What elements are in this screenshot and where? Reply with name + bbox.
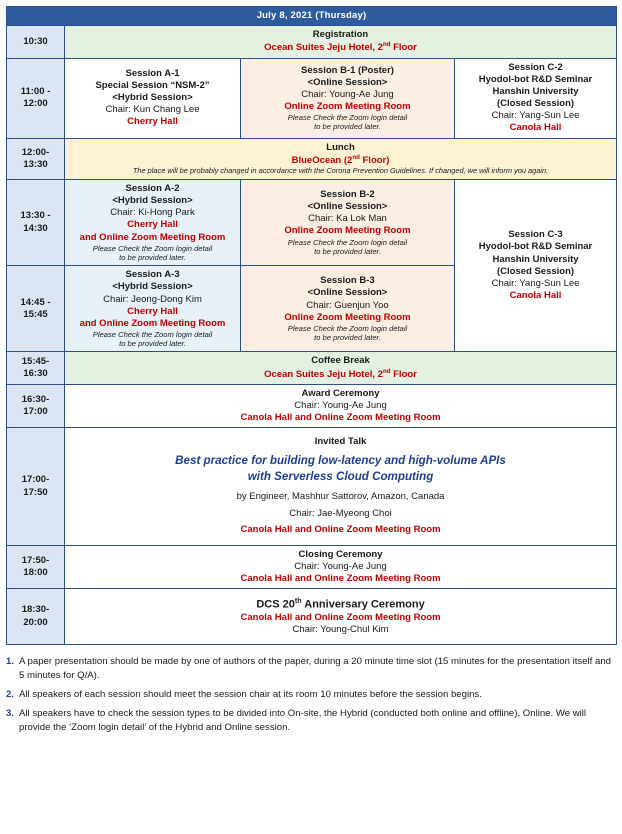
anniversary-title: DCS 20th Anniversary Ceremony bbox=[256, 597, 425, 611]
closing-ceremony-cell bbox=[65, 545, 617, 588]
time-slot: 17:50- 18:00 bbox=[7, 545, 65, 588]
session-b1-note-2: to be provided later. bbox=[314, 122, 381, 132]
session-a3-type: <Hybrid Session> bbox=[112, 281, 193, 293]
session-b2-note-2: to be provided later. bbox=[314, 246, 381, 256]
session-a3-venue: Cherry Hall bbox=[127, 305, 178, 317]
time-slot: 13:30 - 14:30 bbox=[7, 179, 65, 265]
session-b2-title: Session B-2 bbox=[320, 188, 375, 200]
table-row bbox=[7, 589, 617, 645]
lunch-note: The place will be probably changed in accordance with the Corona Prevention Guidelines. If changed, we will inform you again. bbox=[132, 166, 549, 176]
session-a3-title: Session A-3 bbox=[125, 269, 180, 281]
closing-ceremony-venue: Canola Hall and Online Zoom Meeting Room bbox=[240, 572, 441, 584]
notes-list bbox=[6, 655, 616, 748]
lunch-cell bbox=[65, 138, 617, 179]
note-text: All speakers have to check the session types to be divided into On-site, the Hybrid (conducted both online and offline), Online. We will provide the ‘Zoom login detail’ of the Hybrid and Online session. bbox=[19, 707, 587, 733]
time-slot: 16:30- 17:00 bbox=[7, 384, 65, 427]
invited-talk-chair: Chair: Jae-Myeong Choi bbox=[289, 508, 392, 520]
invited-talk-title-line-1: Best practice for building low-latency and high-volume APIs bbox=[175, 453, 506, 467]
time-slot: 10:30 bbox=[7, 26, 65, 58]
time-slot: 14:45 - 15:45 bbox=[7, 266, 65, 352]
table-row bbox=[7, 138, 617, 179]
session-a1-cell bbox=[65, 58, 241, 138]
session-a2-venue: Cherry Hall bbox=[127, 219, 178, 231]
invited-talk-cell bbox=[65, 428, 617, 545]
session-a1-chair: Chair: Kun Chang Lee bbox=[105, 104, 200, 116]
session-b3-note-1: Please Check the Zoom login detail bbox=[287, 323, 408, 333]
session-b3-chair: Chair: Guenjun Yoo bbox=[306, 299, 389, 311]
session-a2-note-1: Please Check the Zoom login detail bbox=[92, 243, 213, 253]
session-b1-note-1: Please Check the Zoom login detail bbox=[287, 113, 408, 123]
anniversary-venue: Canola Hall and Online Zoom Meeting Room bbox=[240, 611, 441, 623]
session-a3-note-2: to be provided later. bbox=[119, 339, 186, 349]
award-ceremony-chair: Chair: Young-Ae Jung bbox=[294, 400, 387, 412]
table-row bbox=[7, 26, 617, 58]
coffee-break-venue: Ocean Suites Jeju Hotel, 2nd Floor bbox=[264, 367, 417, 380]
anniversary-cell bbox=[65, 589, 617, 645]
coffee-break-title: Coffee Break bbox=[311, 355, 370, 367]
schedule-table bbox=[6, 6, 617, 645]
session-b1-type: <Online Session> bbox=[307, 76, 388, 88]
award-ceremony-venue: Canola Hall and Online Zoom Meeting Room bbox=[240, 412, 441, 424]
anniversary-chair: Chair: Young-Chul Kim bbox=[292, 623, 389, 635]
session-a2-venue-online: and Online Zoom Meeting Room bbox=[79, 231, 226, 243]
session-c2-subtitle: Hyodol-bot R&D Seminar bbox=[478, 73, 593, 85]
session-b2-venue: Online Zoom Meeting Room bbox=[284, 225, 411, 237]
page-title: July 8, 2021 (Thursday) bbox=[7, 7, 617, 26]
invited-talk-title-line-2: with Serverless Cloud Computing bbox=[247, 470, 434, 484]
session-c2-chair: Chair: Yang-Sun Lee bbox=[491, 110, 580, 122]
note-number: 2. bbox=[6, 688, 15, 700]
session-a2-note-2: to be provided later. bbox=[119, 252, 186, 262]
session-a1-subtitle: Special Session “NSM-2” bbox=[95, 79, 210, 91]
session-a2-cell bbox=[65, 179, 241, 265]
list-item bbox=[6, 707, 616, 735]
session-c2-org: Hanshin University bbox=[492, 85, 579, 97]
time-slot: 17:00- 17:50 bbox=[7, 428, 65, 545]
note-number: 3. bbox=[6, 707, 15, 719]
note-number: 1. bbox=[6, 656, 15, 668]
session-c3-type: (Closed Session) bbox=[496, 265, 575, 277]
session-c2-venue: Canola Hall bbox=[509, 122, 562, 134]
session-b1-venue: Online Zoom Meeting Room bbox=[284, 101, 411, 112]
session-b1-cell bbox=[241, 58, 455, 138]
session-a1-type: <Hybrid Session> bbox=[112, 92, 193, 104]
table-row bbox=[7, 384, 617, 427]
time-slot: 11:00 - 12:00 bbox=[7, 58, 65, 138]
session-c2-type: (Closed Session) bbox=[496, 98, 575, 110]
session-b2-note-1: Please Check the Zoom login detail bbox=[287, 237, 408, 247]
table-row bbox=[7, 58, 617, 138]
session-c3-venue: Canola Hall bbox=[509, 290, 562, 301]
closing-ceremony-chair: Chair: Young-Ae Jung bbox=[294, 560, 387, 572]
session-c2-title: Session C-2 bbox=[508, 61, 563, 73]
table-row bbox=[7, 428, 617, 545]
award-ceremony-title: Award Ceremony bbox=[301, 387, 380, 399]
note-text: A paper presentation should be made by one of authors of the paper, during a 20 minute time slot (15 minutes for the presentation itself and 5 minutes for Q/A). bbox=[19, 656, 611, 682]
session-a2-chair: Chair: Ki-Hong Park bbox=[110, 207, 195, 219]
table-row bbox=[7, 545, 617, 588]
list-item bbox=[6, 655, 616, 683]
session-b1-title: Session B-1 (Poster) bbox=[301, 64, 394, 76]
session-b3-cell bbox=[241, 266, 455, 352]
registration-cell bbox=[65, 26, 617, 58]
registration-venue: Ocean Suites Jeju Hotel, 2nd Floor bbox=[264, 41, 417, 54]
session-b1-chair: Chair: Young-Ae Jung bbox=[301, 88, 394, 100]
session-c3-cell bbox=[455, 179, 617, 352]
time-slot: 15:45- 16:30 bbox=[7, 352, 65, 384]
session-a1-title: Session A-1 bbox=[125, 67, 180, 79]
session-b2-chair: Chair: Ka Lok Man bbox=[308, 213, 387, 225]
session-a3-chair: Chair: Jeong-Dong Kim bbox=[103, 293, 202, 305]
session-c3-title: Session C-3 bbox=[508, 229, 563, 241]
registration-title: Registration bbox=[312, 29, 369, 41]
table-row bbox=[7, 352, 617, 384]
list-item bbox=[6, 688, 616, 702]
session-c3-chair: Chair: Yang-Sun Lee bbox=[491, 277, 580, 289]
session-b3-note-2: to be provided later. bbox=[314, 333, 381, 343]
coffee-break-cell bbox=[65, 352, 617, 384]
session-b3-title: Session B-3 bbox=[320, 275, 375, 287]
table-row bbox=[7, 179, 617, 265]
note-text: All speakers of each session should meet the session chair at its room 10 minutes before the session begins. bbox=[19, 688, 482, 700]
table-header-row bbox=[7, 7, 617, 26]
session-c2-cell bbox=[455, 58, 617, 138]
session-b2-cell bbox=[241, 179, 455, 265]
session-a2-type: <Hybrid Session> bbox=[112, 195, 193, 207]
lunch-venue: BlueOcean (2nd Floor) bbox=[291, 153, 390, 166]
time-slot: 12:00- 13:30 bbox=[7, 138, 65, 179]
closing-ceremony-title: Closing Ceremony bbox=[298, 548, 383, 560]
session-c3-subtitle: Hyodol-bot R&D Seminar bbox=[478, 241, 593, 253]
lunch-title: Lunch bbox=[326, 141, 355, 153]
session-a1-venue: Cherry Hall bbox=[127, 116, 178, 128]
session-b3-type: <Online Session> bbox=[307, 287, 388, 299]
session-a3-note-1: Please Check the Zoom login detail bbox=[92, 329, 213, 339]
award-ceremony-cell bbox=[65, 384, 617, 427]
invited-talk-speaker: by Engineer, Mashhur Sattorov, Amazon, Canada bbox=[236, 491, 445, 503]
session-c3-org: Hanshin University bbox=[492, 253, 579, 265]
session-a2-title: Session A-2 bbox=[125, 182, 180, 194]
invited-talk-venue: Canola Hall and Online Zoom Meeting Room bbox=[240, 524, 441, 536]
session-b3-venue: Online Zoom Meeting Room bbox=[284, 311, 411, 323]
time-slot: 18:30- 20:00 bbox=[7, 589, 65, 645]
invited-talk-label: Invited Talk bbox=[314, 436, 367, 448]
session-a3-venue-online: and Online Zoom Meeting Room bbox=[79, 317, 226, 329]
session-b2-type: <Online Session> bbox=[307, 201, 388, 213]
session-a3-cell bbox=[65, 266, 241, 352]
